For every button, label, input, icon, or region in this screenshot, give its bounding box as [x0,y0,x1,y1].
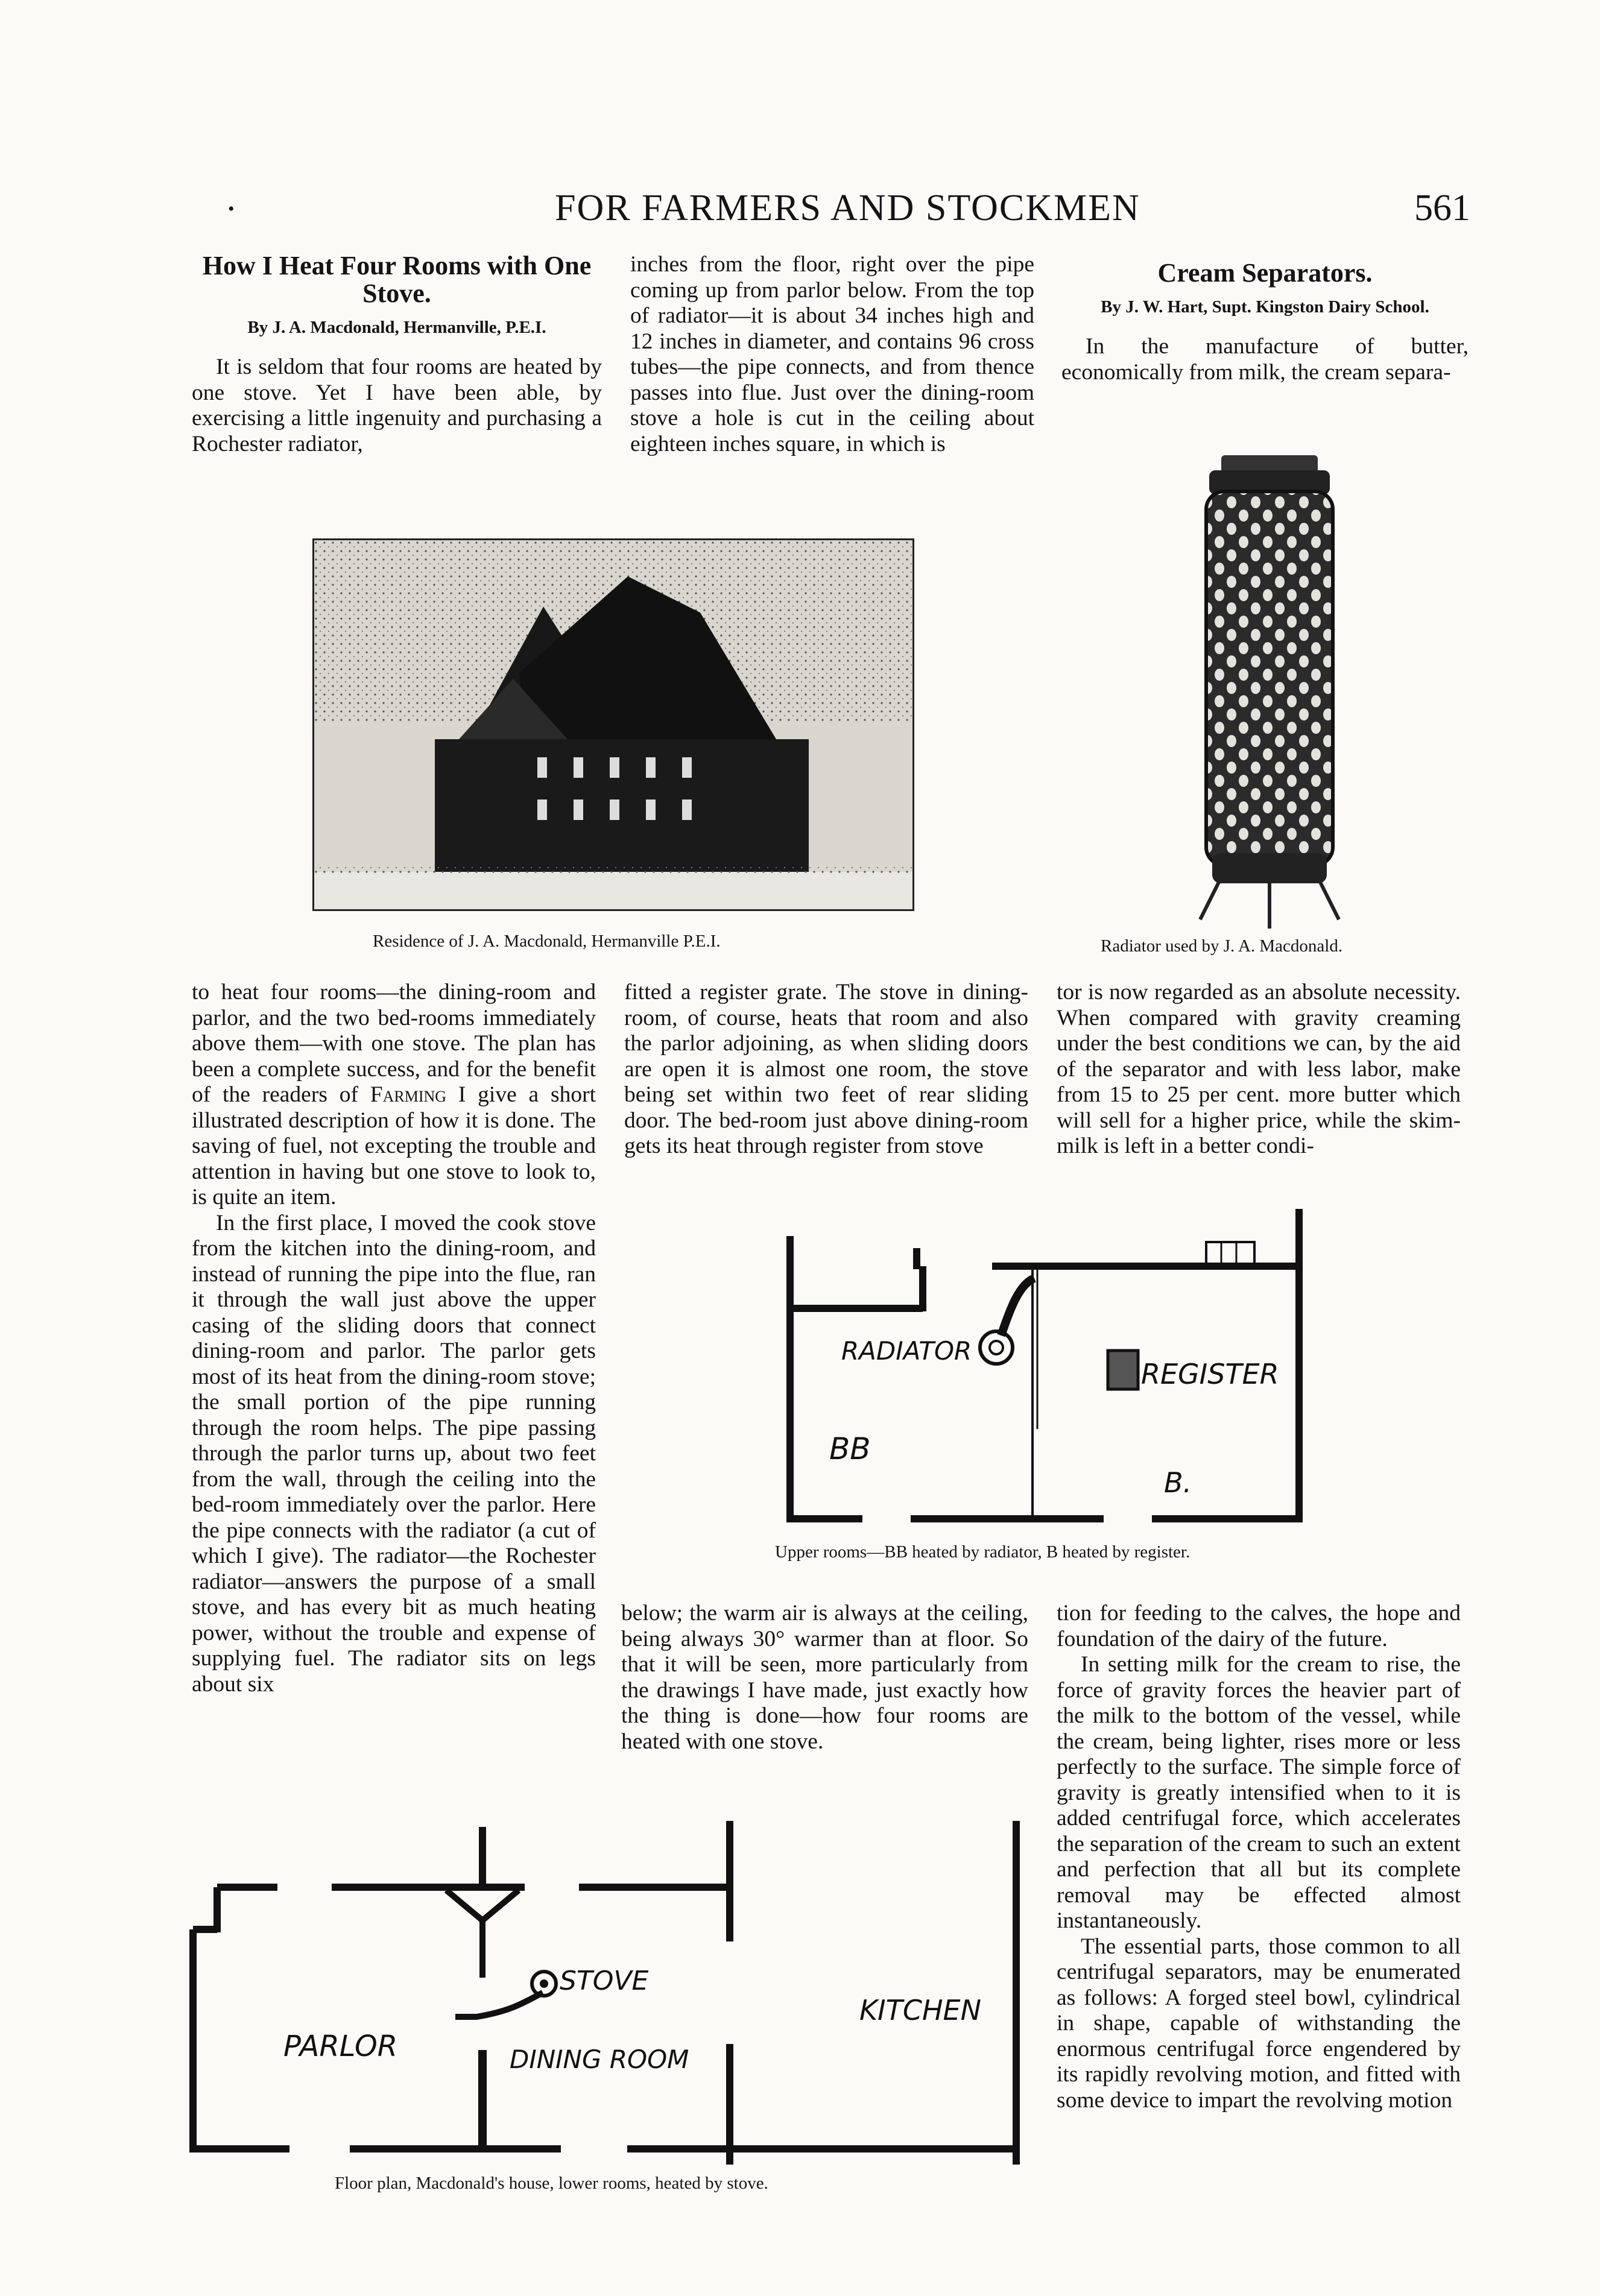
upper-label-register: REGISTER [1141,1358,1279,1390]
upper-label-radiator: RADIATOR [841,1336,972,1366]
lower-label-kitchen: KITCHEN [859,1994,982,2026]
lower-plan-drawing [187,1809,1031,2165]
upper-label-b: B. [1164,1466,1192,1499]
article1-col2-low [621,1601,1028,1755]
radiator-picture [1164,455,1363,935]
lower-label-dining: DINING ROOM [510,2045,689,2074]
article2-paragraph: tor is now regarded as an absolute necessity. When compared with gravity creaming under the best conditions we can, by the aid of the separator and with less labor, make from 15 to 25 per cent. more butter which will sell for a higher price, while the skim-milk is left in a better condi- [1057,980,1461,1158]
article1-col1-top [192,252,602,457]
article2-paragraph: tion for feeding to the calves, the hope and foundation of the dairy of the future. [1057,1601,1461,1651]
lower-label-stove: STOVE [560,1966,649,1996]
article1-col2-top [630,252,1034,457]
article1-paragraph [192,980,596,1211]
header-dot: • [228,199,235,219]
article1-paragraph: fitted a register grate. The stove in dining-room, of course, heats that room and also the parlor adjoining, as when sliding doors are open it is almost one room, the stove being set within two feet of rear sliding door. The bed-room just above dining-room gets its heat through register from stove [624,980,1028,1158]
article2-col3-mid [1057,980,1461,1159]
article2-col3-low [1057,1601,1461,2113]
article1-text: to heat four rooms—the dining-room and parlor, and the two bed-rooms immediately above them—with one stove. The plan has been a complete success, and for the benefit of the readers of [192,980,596,1107]
article1-paragraph: In the first place, I moved the cook stove from the kitchen into the dining-room, and instead of running the pipe into the flue, ran it through the wall just above the upper casing of the sliding doors that connect dining-room and parlor. The parlor gets most of its heat from the dining-room stove; the small portion of the pipe running through the room helps. The pipe passing through the parlor turns up, about two feet from the wall, through the ceiling into the bed-room immediately over the parlor. Here the pipe connects with the radiator (a cut of which I give). The radiator—the Rochester radiator—answers the purpose of a small stove, and has every bit as much heating power, without the trouble and expense of supplying fuel. The radiator sits on legs about six [192,1210,596,1697]
article1-paragraph: inches from the floor, right over the pipe coming up from parlor below. From the top of radiator—it is about 34 inches high and 12 inches in diameter, and contains 96 cross tubes—the pipe connects, and from thence passes into flue. Just over the dining-room stove a hole is cut in the ceiling about eighteen inches square, in which is [630,252,1034,456]
article1-col2-mid [624,980,1028,1159]
article1-col1-mid [192,980,596,1697]
page-number: 561 [1414,188,1470,229]
article1-byline: By J. A. Macdonald, Hermanville, P.E.I. [247,318,546,337]
radiator-symbol [980,1331,1013,1364]
lower-floor-plan [187,1809,1031,2165]
article2-byline: By J. W. Hart, Supt. Kingston Dairy School. [1101,297,1429,317]
upper-plan-drawing [772,1206,1315,1531]
register-symbol [1108,1351,1138,1389]
house-caption: Residence of J. A. Macdonald, Hermanville P.E.I. [373,932,721,951]
running-title: FOR FARMERS AND STOCKMEN [555,188,1140,229]
article1-paragraph: below; the warm air is always at the ceiling, being always 30° warmer than at floor. So that it will be seen, more particularly from the drawings I have made, just exactly how the thing is done—how four rooms are heated with one stove. [621,1601,1028,1754]
radiator-icon [1164,455,1363,935]
article2-paragraph: In the manufacture of butter, economically from milk, the cream separa- [1061,334,1469,385]
article2-paragraph: The essential parts, those common to all centrifugal separators, may be enumerated as follows: A forged steel bowl, cylindrical in shape, capable of withstanding the enormous centrifugal force engendered by its rapidly revolving motion, and fitted with some device to impart the revolving motion [1057,1934,1461,2113]
upper-rooms-plan [772,1206,1315,1531]
article2-paragraph: In setting milk for the cream to rise, the force of gravity forces the heavier part of the milk to the bottom of the vessel, while the cream, being lighter, rises more or less perfectly to the surface. The simple force of gravity is greatly intensified when to it is added centrifugal force, which accelerates the separation of the cream to such an extent and perfection that all but its complete removal may be effected almost instantaneously. [1057,1652,1461,1933]
upper-label-bb: BB [829,1431,871,1466]
article1-title: How I Heat Four Rooms with One Stove. [202,251,592,308]
running-header [0,187,1600,241]
article1-paragraph: It is seldom that four rooms are heated by one stove. Yet I have been able, by exercising a little ingenuity and purchasing a Rochester radiator, [192,355,602,456]
lower-plan-caption: Floor plan, Macdonald's house, lower rooms, heated by stove. [335,2174,768,2193]
stove-pipe [446,1890,543,2017]
article1-text: I give a short illustrated description of how it is done. The saving of fuel, not excepting the trouble and attention in having but one stove to look to, is quite an item. [192,1082,596,1210]
house-illustration [314,540,912,909]
upper-plan-caption: Upper rooms—BB heated by radiator, B heated by register. [775,1542,1191,1562]
article2-title: Cream Separators. [1157,258,1373,288]
radiator-caption: Radiator used by J. A. Macdonald. [1101,936,1343,956]
farming-name: Farming [370,1082,447,1107]
house-photo [312,538,914,911]
article2-col3-top [1061,259,1469,385]
lower-label-parlor: PARLOR [283,2030,398,2063]
